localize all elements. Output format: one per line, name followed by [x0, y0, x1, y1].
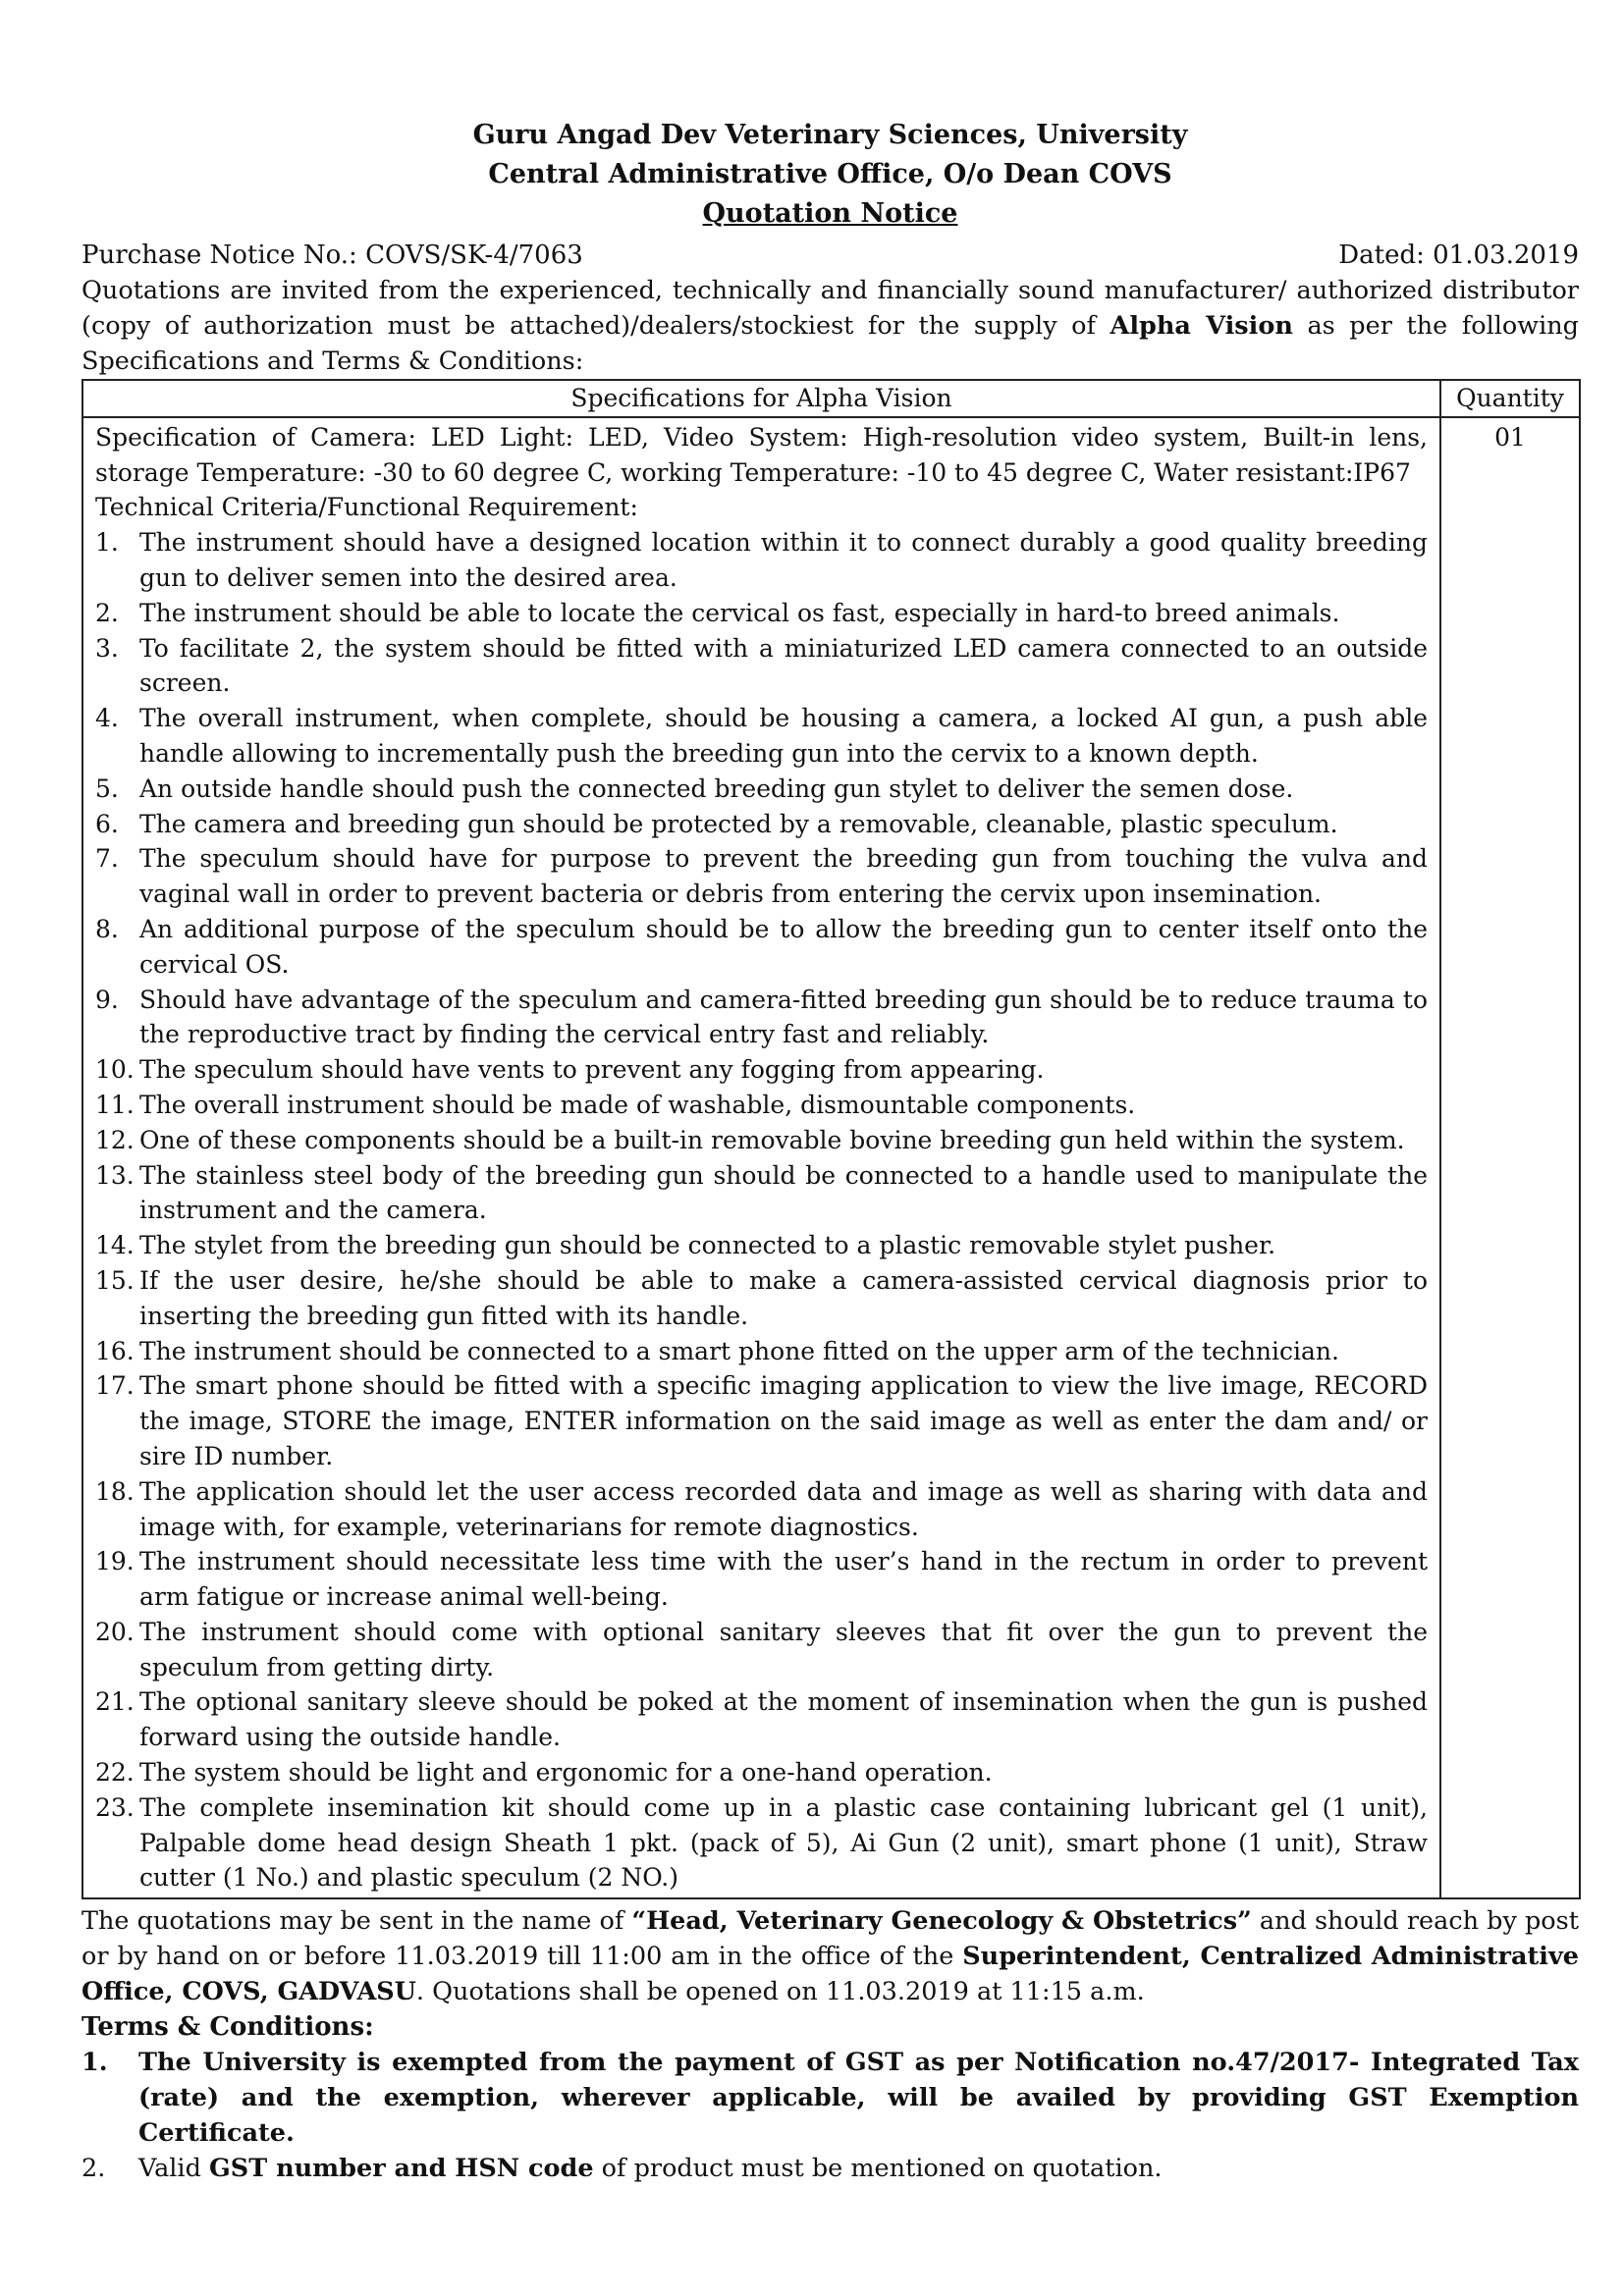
requirement-number: 19.	[95, 1547, 135, 1576]
requirement-number: 2.	[95, 598, 119, 627]
notice-date: Dated: 01.03.2019	[1338, 240, 1579, 270]
requirement-text: The optional sanitary sleeve should be poked at the moment of insemination when the gun is pushed forward using the outside handle.	[139, 1687, 1428, 1752]
requirement-number: 22.	[95, 1758, 135, 1788]
requirement-number: 18.	[95, 1476, 135, 1506]
university-name: Guru Angad Dev Veterinary Sciences, University	[472, 120, 1188, 150]
submission-office: Superintendent, Centralized Administrative Office, COVS, GADVASU	[81, 1942, 1579, 2007]
document-header	[81, 116, 1579, 234]
criteria-title: Technical Criteria/Functional Requirement:	[95, 493, 638, 522]
submission-text-3: . Quotations shall be opened on 11.03.2019 at 11:15 a.m.	[415, 1977, 1145, 2007]
requirement-number: 16.	[95, 1336, 135, 1365]
term-text: The University is exempted from the payment of GST as per Notification no.47/2017- Integrated Tax (rate) and the exemption, wherever applicable, will be availed by providing GST Exemption Certificate.	[138, 2048, 1579, 2149]
list-item	[95, 1052, 1428, 1088]
requirement-text: The system should be light and ergonomic for a one-hand operation.	[139, 1758, 993, 1788]
intro-paragraph	[81, 273, 1579, 379]
requirement-number: 6.	[95, 809, 119, 838]
requirement-text: The overall instrument, when complete, should be housing a camera, a locked AI gun, a push able handle allowing to incrementally push the breeding gun into the cervix to a known depth.	[139, 704, 1428, 768]
term-text-part: Valid	[138, 2154, 210, 2184]
list-item	[95, 1790, 1428, 1896]
requirement-text: To facilitate 2, the system should be fitted with a miniaturized LED camera connected to an outside screen.	[139, 633, 1428, 698]
item-name: Alpha Vision	[1110, 311, 1293, 341]
list-item	[95, 772, 1428, 807]
requirement-text: The application should let the user access recorded data and image as well as sharing with data and image with, for example, veterinarians for remote diagnostics.	[139, 1476, 1428, 1541]
terms-title: Terms & Conditions:	[81, 2012, 374, 2043]
list-item	[95, 1615, 1428, 1685]
list-item	[95, 983, 1428, 1053]
notice-title: Quotation Notice	[702, 198, 958, 229]
list-item	[81, 2045, 1579, 2151]
term-number: 1.	[81, 2048, 108, 2078]
office-name: Central Administrative Office, O/o Dean COVS	[488, 159, 1172, 189]
terms-list	[81, 2045, 1579, 2186]
list-item	[95, 1263, 1428, 1334]
list-item	[95, 631, 1428, 702]
requirement-text: The instrument should necessitate less time with the user’s hand in the rectum in order to prevent arm fatigue or increase animal well-being.	[139, 1547, 1428, 1612]
list-item	[95, 1755, 1428, 1790]
requirement-number: 15.	[95, 1265, 135, 1295]
table-header-row	[82, 380, 1580, 417]
spec-cell	[82, 417, 1440, 1898]
requirement-number: 9.	[95, 985, 119, 1014]
term-text-part-end: of product must be mentioned on quotation.	[593, 2154, 1163, 2184]
requirement-text: The camera and breeding gun should be protected by a removable, cleanable, plastic speculum.	[139, 809, 1338, 838]
requirement-text: The instrument should have a designed location within it to connect durably a good quality breeding gun to deliver semen into the desired area.	[139, 528, 1428, 592]
term-text	[138, 2151, 1579, 2186]
submission-paragraph	[81, 1903, 1579, 2009]
list-item	[95, 1684, 1428, 1755]
requirement-text: The speculum should have for purpose to prevent the breeding gun from touching the vulva and vaginal wall in order to prevent bacteria or debris from entering the cervix upon insemination.	[139, 844, 1428, 909]
specification-table	[81, 379, 1581, 1899]
document-page	[81, 116, 1579, 2186]
requirement-text: The smart phone should be fitted with a specific imaging application to view the live image, RECORD the image, STORE the image, ENTER information on the said image as well as enter the dam and/ or sire ID number.	[139, 1371, 1428, 1470]
requirement-number: 7.	[95, 844, 119, 874]
requirement-text: An outside handle should push the connected breeding gun stylet to deliver the semen dose.	[139, 774, 1294, 803]
list-item	[95, 1088, 1428, 1123]
requirement-number: 11.	[95, 1090, 135, 1119]
requirement-text: The instrument should be connected to a smart phone fitted on the upper arm of the technician.	[139, 1336, 1339, 1365]
requirements-list	[95, 525, 1428, 1896]
list-item	[95, 1368, 1428, 1473]
requirement-number: 8.	[95, 914, 119, 943]
requirement-number: 1.	[95, 528, 119, 558]
requirement-number: 21.	[95, 1687, 135, 1717]
requirement-text: Should have advantage of the speculum and camera-fitted breeding gun should be to reduce trauma to the reproductive tract by finding the cervical entry fast and reliably.	[139, 985, 1428, 1049]
requirement-number: 17.	[95, 1371, 135, 1401]
submission-text-2: and should reach by post or by hand on or before 11.03.2019 till 11:00 am in the office of the	[81, 1906, 1579, 1972]
intro-text: Quotations are invited from the experienced, technically and financially sound manufacturer/ authorized distributor (copy of authorization must be attached)/dealers/stockiest for the supply of	[81, 276, 1579, 341]
list-item	[95, 1474, 1428, 1545]
requirement-text: One of these components should be a built-in removable bovine breeding gun held within the system.	[139, 1125, 1405, 1154]
requirement-number: 20.	[95, 1617, 135, 1646]
quantity-cell: 01	[1440, 417, 1580, 1898]
requirement-number: 10.	[95, 1055, 135, 1085]
requirement-text: The complete insemination kit should come up in a plastic case containing lubricant gel (1 unit), Palpable dome head design Sheath 1 pkt. (pack of 5), Ai Gun (2 unit), smart phone (1 unit), Straw cutter (1 No.) and plastic speculum (2 NO.)	[139, 1792, 1428, 1893]
list-item	[95, 912, 1428, 983]
list-item	[95, 1334, 1428, 1369]
requirement-number: 14.	[95, 1231, 135, 1260]
quantity-column-header: Quantity	[1440, 380, 1580, 417]
notice-meta	[81, 238, 1579, 273]
list-item	[95, 1228, 1428, 1263]
requirement-number: 13.	[95, 1160, 135, 1190]
spec-column-header: Specifications for Alpha Vision	[82, 380, 1440, 417]
list-item	[95, 841, 1428, 912]
requirement-text: An additional purpose of the speculum should be to allow the breeding gun to center itself onto the cervical OS.	[139, 914, 1428, 979]
list-item	[95, 525, 1428, 596]
term-number: 2.	[81, 2154, 106, 2184]
submission-text: The quotations may be sent in the name of	[81, 1906, 632, 1937]
list-item	[95, 596, 1428, 631]
list-item	[81, 2151, 1579, 2186]
requirement-number: 12.	[95, 1125, 135, 1154]
requirement-text: The stainless steel body of the breeding gun should be connected to a handle used to manipulate the instrument and the camera.	[139, 1160, 1428, 1225]
requirement-text: The overall instrument should be made of washable, dismountable components.	[139, 1090, 1136, 1119]
table-row	[82, 417, 1580, 1898]
requirement-text: The instrument should come with optional sanitary sleeves that fit over the gun to prevent the speculum from getting dirty.	[139, 1617, 1428, 1682]
term-text-bold: GST number and HSN code	[209, 2154, 594, 2184]
requirement-number: 3.	[95, 633, 119, 663]
notice-number: Purchase Notice No.: COVS/SK-4/7063	[81, 240, 583, 270]
list-item	[95, 1123, 1428, 1158]
list-item	[95, 1158, 1428, 1229]
camera-spec: Specification of Camera: LED Light: LED, Video System: High-resolution video system, Built-in lens, storage Temperature: -30 to 60 degree C, working Temperature: -10 to 45 degree C, Water resistant:IP67	[95, 422, 1428, 487]
requirement-number: 23.	[95, 1792, 135, 1822]
addressee: “Head, Veterinary Genecology & Obstetrics”	[631, 1906, 1252, 1937]
list-item	[95, 807, 1428, 842]
requirement-number: 5.	[95, 774, 119, 803]
requirement-number: 4.	[95, 704, 119, 733]
intro-text-end: as per the following Specifications and Terms & Conditions:	[81, 311, 1580, 376]
list-item	[95, 1544, 1428, 1615]
list-item	[95, 701, 1428, 772]
requirement-text: The instrument should be able to locate the cervical os fast, especially in hard-to breed animals.	[139, 598, 1340, 627]
requirement-text: The speculum should have vents to prevent any fogging from appearing.	[139, 1055, 1045, 1085]
requirement-text: The stylet from the breeding gun should be connected to a plastic removable stylet pusher.	[139, 1231, 1276, 1260]
requirement-text: If the user desire, he/she should be able to make a camera-assisted cervical diagnosis prior to inserting the breeding gun fitted with its handle.	[139, 1265, 1428, 1330]
